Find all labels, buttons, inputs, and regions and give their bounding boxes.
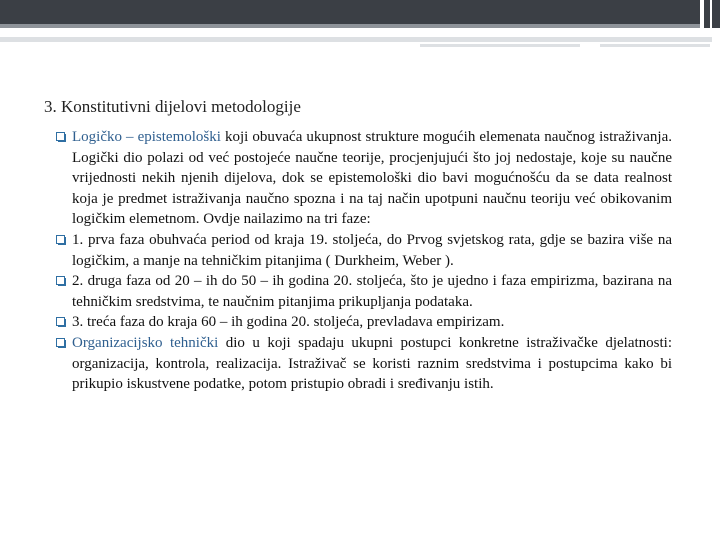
square-bullet-icon [56,132,66,142]
list-item [56,333,672,395]
header-end-block [704,0,710,28]
item-text: 1. prva faza obuhvaća period od kraja 19. stoljeća, do Prvog svjetskog rata, gdje se bazira više na logičkim, a manje na tehničkim pitanjima ( Durkheim, Weber ). [72,231,672,269]
header-accent-line [600,44,710,47]
bullet-list [56,127,672,395]
square-bullet-icon [56,317,66,327]
item-text: 2. druga faza od 20 – ih do 50 – ih godina 20. stoljeća, što je ujedno i faza empirizma, bazirana na tehničkim sredstvima, te naučnim pitanjima prikupljanja podataka. [72,273,672,310]
square-bullet-icon [56,276,66,286]
header-end-block [712,0,720,28]
item-text: 3. treća faza do kraja 60 – ih godina 20. stoljeća, prevladava empirizam. [72,314,505,331]
list-item [56,312,672,333]
item-text: koji obuvaća ukupnost strukture mogućih elemenata naučnog istraživanja. Logički dio polazi od već postojeće naučne teorije, procjenjujući što joj nedostaje, koje su naučne vrijednosti nekih njenih dijelova, dok se epistemološki dio bavi mogućnošću da se data realnost koja je predmet istraživanja naučno spozna i na taj način upotpuni naučnu teoriju već obikovanim logičkim elemetnom. Ovdje nailazimo na tri faze: [72,129,672,228]
header-stripe [0,24,700,28]
item-text: dio u koji spadaju ukupni postupci konkretne istraživačke djelatnosti: organizacija, kontrola, realizacija. Istraživač se koristi raznim sredstvima i postupcima kako bi prikupio iskustvene podatke, potom pristupio obradi i sređivanju istih. [72,334,672,393]
list-item [56,230,672,271]
list-item [56,271,672,312]
item-lead: Organizacijsko tehnički [72,334,219,351]
square-bullet-icon [56,338,66,348]
header-bar [0,0,720,28]
header-underline [0,37,712,42]
square-bullet-icon [56,235,66,245]
slide-title: 3. Konstitutivni dijelovi metodologije [44,97,301,116]
list-item [56,127,672,230]
header-accent-line [420,44,580,47]
item-lead: Logičko – epistemološki [72,129,221,145]
